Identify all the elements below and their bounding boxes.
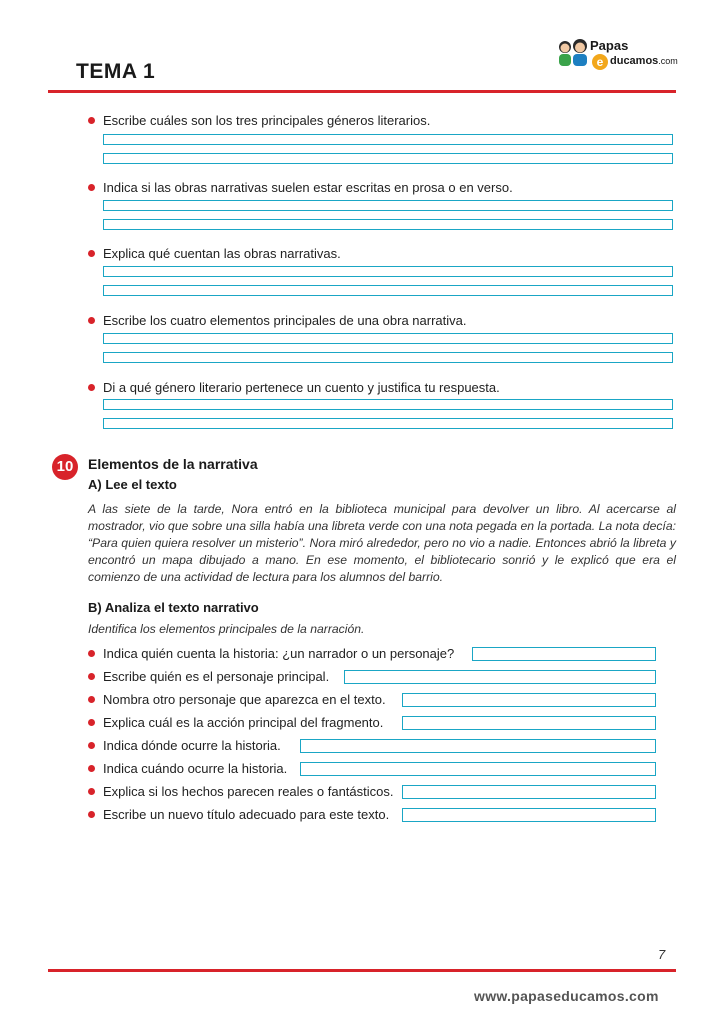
answer-box[interactable]	[344, 670, 656, 684]
answer-line[interactable]	[103, 418, 673, 429]
brand-logo	[556, 34, 686, 76]
bullet-icon	[88, 696, 95, 703]
answer-line[interactable]	[103, 285, 673, 296]
answer-line[interactable]	[103, 200, 673, 211]
section-title: Elementos de la narrativa	[88, 456, 258, 472]
bullet-icon	[88, 650, 95, 657]
page-number: 7	[658, 947, 666, 962]
section-number-badge: 10	[52, 454, 78, 480]
narrative-text: A las siete de la tarde, Nora entró en la biblioteca municipal para devolver un libro. Al acercarse al mostrador, vio que sobre una silla había una libreta verde con una nota pegada en la portada. La nota decía: “Para quien quiera resolver un misterio”. Nora miró alrededor, pero no vio a nadie. Entonces abrió la libreta y encontró un mapa dibujado a mano. En ese momento, el bibliotecario sonrió y le explicó que era el comienzo de una actividad de lectura para los alumnos del barrio.	[88, 502, 676, 584]
answer-line[interactable]	[103, 153, 673, 164]
answer-line[interactable]	[103, 399, 673, 410]
answer-box[interactable]	[472, 647, 656, 661]
page-title: TEMA 1	[76, 60, 156, 83]
logo-e-badge: e	[592, 54, 608, 70]
bullet-icon	[88, 250, 95, 257]
family-logo-icon	[556, 38, 592, 68]
question-2: Indica si las obras narrativas suelen estar escritas en prosa o en verso.	[88, 180, 513, 195]
bullet-icon	[88, 184, 95, 191]
answer-line[interactable]	[103, 352, 673, 363]
bullet-icon	[88, 117, 95, 124]
bullet-icon	[88, 742, 95, 749]
footer-divider	[48, 969, 676, 972]
header-divider	[48, 90, 676, 93]
question-5: Di a qué género literario pertenece un cuento y justifica tu respuesta.	[88, 380, 500, 395]
analysis-item-3: Nombra otro personaje que aparezca en el texto.	[88, 692, 386, 707]
bullet-icon	[88, 811, 95, 818]
analysis-item-8: Escribe un nuevo título adecuado para este texto.	[88, 807, 389, 822]
logo-text-ducamos: ducamos.com	[610, 55, 678, 67]
analysis-item-6: Indica cuándo ocurre la historia.	[88, 761, 287, 776]
part-b-instruction: Identifica los elementos principales de la narración.	[88, 622, 365, 636]
bullet-icon	[88, 317, 95, 324]
bullet-icon	[88, 765, 95, 772]
analysis-item-5: Indica dónde ocurre la historia.	[88, 738, 281, 753]
analysis-item-7: Explica si los hechos parecen reales o fantásticos.	[88, 784, 394, 799]
answer-box[interactable]	[402, 808, 656, 822]
answer-line[interactable]	[103, 266, 673, 277]
bullet-icon	[88, 384, 95, 391]
question-4: Escribe los cuatro elementos principales de una obra narrativa.	[88, 313, 466, 328]
part-a-title: A) Lee el texto	[88, 477, 177, 492]
bullet-icon	[88, 673, 95, 680]
part-b-title: B) Analiza el texto narrativo	[88, 600, 259, 615]
question-1: Escribe cuáles son los tres principales géneros literarios.	[88, 113, 430, 128]
answer-box[interactable]	[402, 716, 656, 730]
analysis-item-4: Explica cuál es la acción principal del fragmento.	[88, 715, 383, 730]
question-3: Explica qué cuentan las obras narrativas.	[88, 246, 341, 261]
answer-box[interactable]	[402, 785, 656, 799]
answer-line[interactable]	[103, 134, 673, 145]
bullet-icon	[88, 719, 95, 726]
answer-line[interactable]	[103, 333, 673, 344]
analysis-item-2: Escribe quién es el personaje principal.	[88, 669, 329, 684]
answer-box[interactable]	[300, 762, 656, 776]
answer-box[interactable]	[300, 739, 656, 753]
answer-box[interactable]	[402, 693, 656, 707]
answer-line[interactable]	[103, 219, 673, 230]
footer-url: www.papaseducamos.com	[474, 988, 659, 1004]
analysis-item-1: Indica quién cuenta la historia: ¿un narrador o un personaje?	[88, 646, 454, 661]
logo-text-papas: Papas	[590, 38, 629, 53]
bullet-icon	[88, 788, 95, 795]
